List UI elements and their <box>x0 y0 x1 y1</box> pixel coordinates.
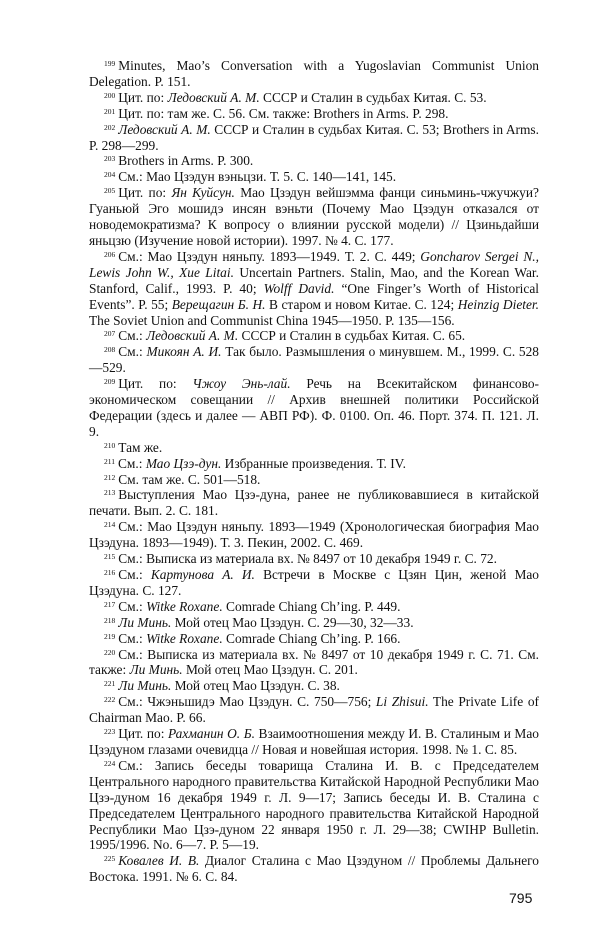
footnote-200 <box>89 90 539 106</box>
footnote-number: 214 <box>104 520 116 530</box>
footnote-text: Выступления Мао Цзэ-дуна, ранее не публиковавшиеся в китайской печати. Вып. 2. С. 181. <box>89 487 539 519</box>
footnote-201 <box>89 106 539 122</box>
footnote-number: 203 <box>104 154 116 164</box>
footnote-number: 217 <box>104 599 116 609</box>
footnote-number: 213 <box>104 488 116 498</box>
footnote-text: См.: Мао Цзэдун вэньцзи. Т. 5. С. 140—141, 145. <box>118 169 397 185</box>
footnote-text: Речь на Всекитайском финансово-экономическом совещании // Архив внешней политики Российской Федерации (здесь и далее — АВП РФ). Ф. 0100. Оп. 46. Порт. 374. П. 121. Л. 9. <box>89 376 540 439</box>
footnote-number: 218 <box>104 615 116 625</box>
footnote-author: Witke Roxane. <box>146 598 223 614</box>
footnote-number: 204 <box>104 170 116 180</box>
footnote-text: Uncertain Partners. Stalin, Mao, and the Korean War. Stanford, Calif., 1993. P. 40; <box>89 264 539 296</box>
footnote-text: Цит. по: <box>118 89 168 105</box>
footnote-216 <box>89 567 539 599</box>
footnote-author: Witke Roxane. <box>146 630 223 646</box>
footnote-text: См.: Чжэньшидэ Мао Цзэдун. С. 750—756; <box>118 694 376 710</box>
footnote-number: 215 <box>104 552 116 562</box>
footnote-number: 221 <box>104 679 116 689</box>
footnote-number: 202 <box>104 122 116 132</box>
footnote-author: Li Zhisui. <box>375 694 429 710</box>
footnote-text: Мой отец Мао Цзэдун. С. 29—30, 32—33. <box>171 614 414 630</box>
footnote-text: Диалог Сталина с Мао Цзэдуном // Проблемы Дальнего Востока. 1991. № 6. С. 84. <box>89 853 539 885</box>
footnote-text: Comrade Chiang Ch’ing. P. 449. <box>222 598 401 614</box>
footnotes-column <box>89 58 539 885</box>
footnote-text: Цит. по: там же. С. 56. См. также: Brothers in Arms. P. 298. <box>118 105 449 121</box>
footnote-text: Так было. Размышления о минувшем. М., 1999. С. 528—529. <box>89 344 540 376</box>
footnote-author: Мао Цзэ-дун. <box>145 455 222 471</box>
footnote-215 <box>89 551 539 567</box>
footnote-author: Ковалев И. В. <box>118 853 200 869</box>
footnote-205 <box>89 185 539 249</box>
footnote-203 <box>89 153 539 169</box>
footnote-author: Верещагин Б. Н. <box>171 296 266 312</box>
footnote-number: 225 <box>104 854 116 864</box>
footnote-author: Ли Минь. <box>129 662 183 678</box>
footnote-213 <box>89 487 539 519</box>
footnote-text: Цит. по: <box>118 185 172 201</box>
footnote-number: 220 <box>104 647 116 657</box>
footnote-text: См.: Запись беседы товарища Сталина И. В. с Председателем Центрального народного правительства Китайской Народной Республики Мао Цзэ-дуном 16 декабря 1949 г. Л. 9—17; Запись беседы И. В. Сталина с Председателем Центрального народного правительства Китайской Народной Республики Мао Цзэ-дуном 22 января 1950 г. Л. 29—38; CWIHP Bulletin. 1995/1996. No. 6—7. P. 5—19. <box>89 757 539 853</box>
footnote-212 <box>89 472 539 488</box>
footnote-text: Избранные произведения. Т. IV. <box>221 455 406 471</box>
footnote-199 <box>89 58 539 90</box>
footnote-text: “One Finger’s Worth of Historical Events”. P. 55; <box>89 280 540 312</box>
footnote-text: The Soviet Union and Communist China 1945—1950. P. 135—156. <box>89 312 455 328</box>
footnote-214 <box>89 519 539 551</box>
footnote-text: В старом и новом Китае. С. 124; <box>265 296 458 312</box>
footnote-text: Comrade Chiang Ch’ing. P. 166. <box>222 630 401 646</box>
footnote-author: Ли Минь. <box>118 614 172 630</box>
footnote-author: Ян Куйсун. <box>171 185 235 201</box>
footnote-202 <box>89 122 539 154</box>
footnote-text: См.: <box>118 328 147 344</box>
footnote-text: Цит. по: <box>118 726 169 742</box>
footnote-number: 199 <box>104 59 116 68</box>
footnote-number: 224 <box>104 758 116 768</box>
footnote-number: 208 <box>104 345 116 355</box>
footnote-text: Brothers in Arms. P. 300. <box>118 153 254 169</box>
footnote-number: 200 <box>104 90 116 100</box>
footnote-text: См.: Мао Цзэдун няньпу. 1893—1949. Т. 2. С. 449; <box>118 248 421 264</box>
footnote-210 <box>89 440 539 456</box>
footnote-number: 209 <box>104 377 116 387</box>
footnote-author: Ледовский А. М. <box>146 328 239 344</box>
footnote-text: См.: <box>118 630 147 646</box>
footnote-author: Микоян А. И. <box>146 344 222 360</box>
footnote-text: См.: <box>118 344 147 360</box>
footnote-number: 222 <box>104 695 116 705</box>
footnote-224 <box>89 758 539 853</box>
footnote-number: 201 <box>104 106 116 116</box>
footnote-text: Minutes, Mao’s Conversation with a Yugoslavian Communist Union Delegation. P. 151. <box>89 58 539 89</box>
footnote-text: См.: <box>118 598 147 614</box>
footnote-text: См.: Мао Цзэдун няньпу. 1893—1949 (Хронологическая биография Мао Цзэдуна. 1893—1949). Т. 3. Пекин, 2002. С. 469. <box>89 519 539 551</box>
footnote-text: Встречи в Москве с Цзян Цин, женой Мао Цзэдуна. С. 127. <box>89 567 540 598</box>
footnote-author: Heinzig Dieter. <box>457 296 540 312</box>
footnote-220 <box>89 647 539 679</box>
footnote-208 <box>89 344 539 376</box>
footnote-author: Картунова А. И. <box>150 567 255 582</box>
footnote-number: 216 <box>104 568 116 577</box>
footnote-209 <box>89 376 539 440</box>
footnote-number: 205 <box>104 186 116 196</box>
footnote-author: Wolff David. <box>263 280 335 296</box>
page-number: 795 <box>509 890 533 906</box>
footnote-text: СССР и Сталин в судьбах Китая. С. 53; Brothers in Arms. P. 298—299. <box>89 121 539 153</box>
footnote-text: СССР и Сталин в судьбах Китая. С. 53. <box>259 89 487 105</box>
footnote-text: The Private Life of Chairman Mao. P. 66. <box>89 694 539 726</box>
footnote-number: 211 <box>104 456 115 466</box>
footnote-223 <box>89 726 539 758</box>
footnote-number: 207 <box>104 329 116 339</box>
footnote-number: 219 <box>104 631 116 641</box>
footnote-219 <box>89 631 539 647</box>
footnote-218 <box>89 615 539 631</box>
footnote-text: Мой отец Мао Цзэдун. С. 38. <box>171 678 340 694</box>
footnote-text: Там же. <box>118 439 163 455</box>
footnote-text: Взаимоотношения между И. В. Сталиным и Мао Цзэдуном глазами очевидца // Новая и новейшая история. 1998. № 1. С. 85. <box>89 726 539 757</box>
footnote-225 <box>89 853 539 885</box>
footnote-text: Мой отец Мао Цзэдун. С. 201. <box>182 662 358 678</box>
footnote-text: Цит. по: <box>118 376 193 392</box>
footnote-number: 223 <box>104 727 116 737</box>
footnote-text: См. там же. С. 501—518. <box>118 471 261 487</box>
footnote-text: СССР и Сталин в судьбах Китая. С. 65. <box>238 328 466 344</box>
footnote-text: См.: <box>117 455 146 471</box>
footnote-author: Рахманин О. Б. <box>168 726 255 742</box>
footnote-221 <box>89 678 539 694</box>
footnote-text: См.: <box>118 567 151 582</box>
footnote-author: Чжоу Энь-лай. <box>192 376 291 392</box>
footnote-207 <box>89 328 539 344</box>
footnote-author: Ледовский А. М. <box>118 121 211 137</box>
footnote-211 <box>89 456 539 472</box>
footnote-number: 210 <box>104 440 116 450</box>
footnote-number: 206 <box>104 249 116 259</box>
footnote-text: См.: Выписка из материала вх. № 8497 от 10 декабря 1949 г. С. 72. <box>118 551 497 567</box>
footnote-text: См.: Выписка из материала вх. № 8497 от 10 декабря 1949 г. С. 71. См. также: <box>89 646 539 678</box>
footnote-222 <box>89 694 539 726</box>
footnote-204 <box>89 169 539 185</box>
footnote-author: Ли Минь. <box>118 678 172 694</box>
footnote-author: Ледовский А. М. <box>167 89 260 105</box>
footnote-author: Goncharov Sergei N., Lewis John W., Xue Litai. <box>89 248 539 280</box>
footnote-217 <box>89 599 539 615</box>
footnote-number: 212 <box>104 472 116 482</box>
footnote-text: Мао Цзэдун вейшэмма фанци синьминь-чжучжуи? Гуаньюй Эго мошидэ инсян вэньти (Почему Мао Цзэдун отказался от новодемократизма? К вопросу о влиянии русской модели) // Цзиньдайши яньцзю (Изучение новой истории). 1997. № 4. С. 177. <box>89 185 539 248</box>
footnote-206 <box>89 249 539 329</box>
